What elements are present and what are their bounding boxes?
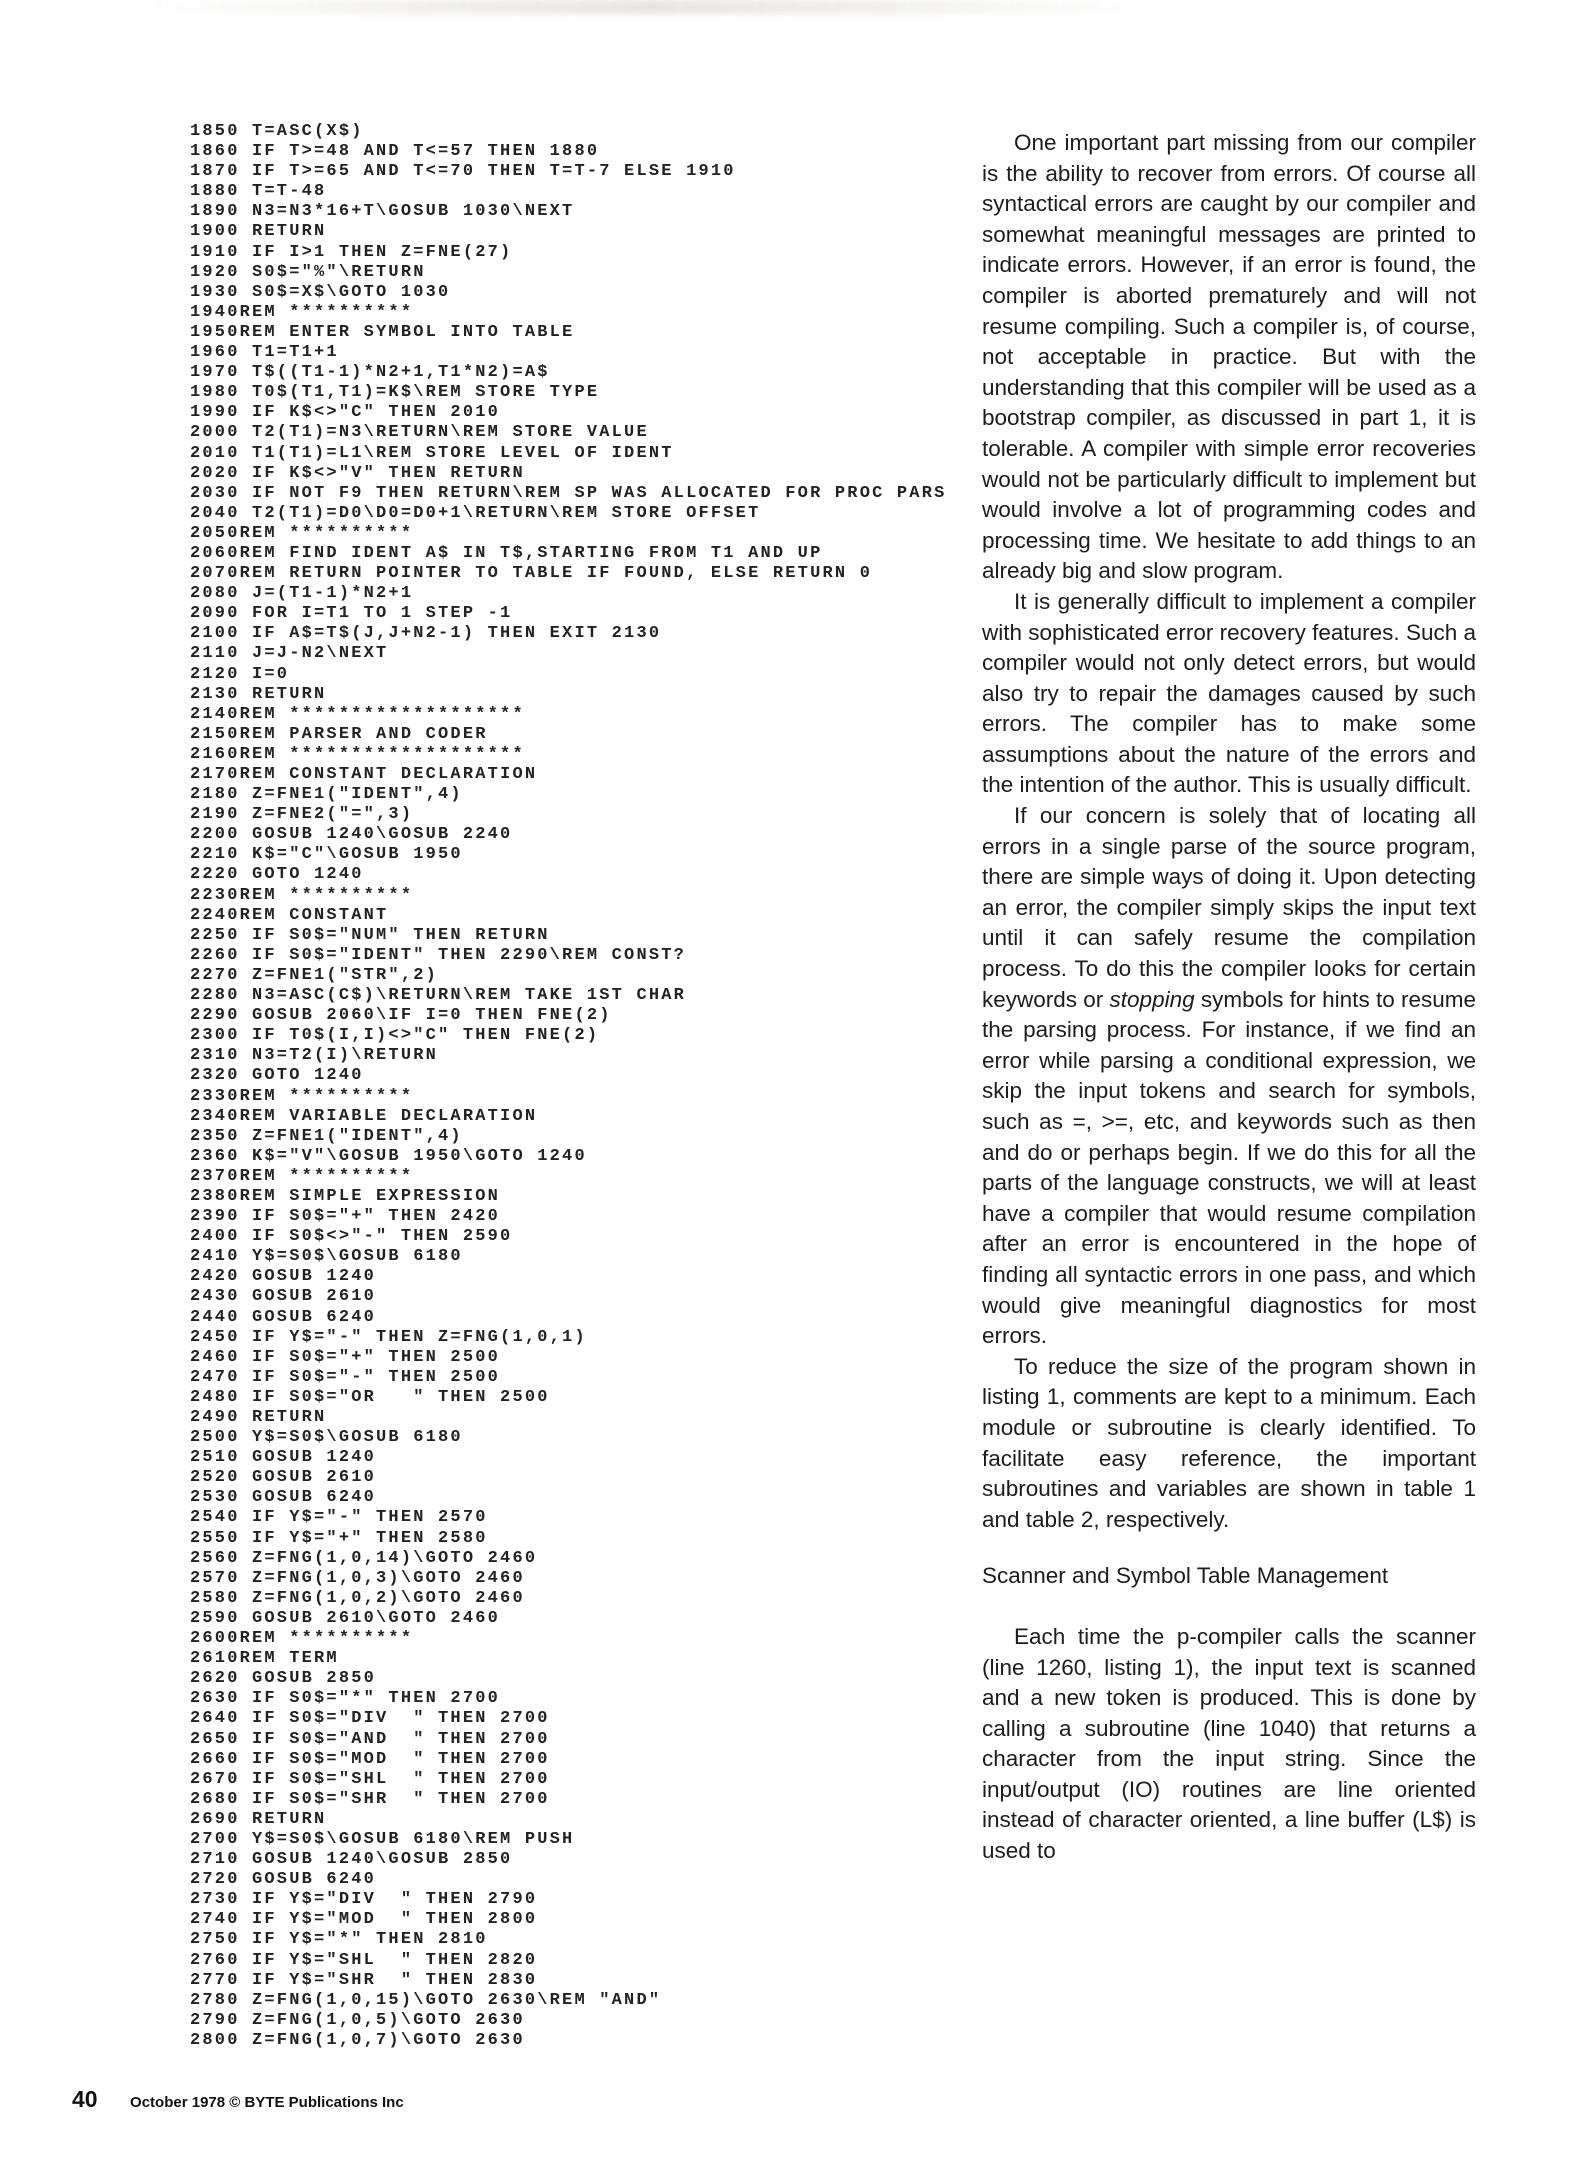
code-line: 2340REM VARIABLE DECLARATION [190, 1106, 538, 1126]
code-line: 2180 Z=FNE1("IDENT",4) [190, 785, 463, 805]
publication-credit: October 1978 © BYTE Publications Inc [130, 2094, 404, 2111]
code-line: 2030 IF NOT F9 THEN RETURN\REM SP WAS ALLOCATED FOR PROC PARS [190, 483, 947, 503]
code-line: 1900 RETURN [190, 222, 327, 242]
code-line: 2690 RETURN [190, 1809, 327, 1829]
paragraph-error-recovery: One important part missing from our compiler is the ability to recover from errors. Of course all syntactical errors are caught by our compiler and somewhat meaningful messages are printed to indicate errors. However, if an error is found, the compiler is aborted prematurely and will not resume compiling. Such a compiler is, of course, not acceptable in practice. But with the understanding that this compiler will be used as a bootstrap compiler, as discussed in part 1, it is tolerable. A compiler with simple error recoveries would not be particularly difficult to implement but would involve a lot of programming codes and processing time. We hesitate to add things to an already big and slow program. [982, 130, 1476, 584]
code-line: 2400 IF S0$<>"-" THEN 2590 [190, 1227, 513, 1247]
code-line: 2540 IF Y$="-" THEN 2570 [190, 1508, 488, 1528]
code-line: 2320 GOTO 1240 [190, 1066, 364, 1086]
code-line: 1970 T$((T1-1)*N2+1,T1*N2)=A$ [190, 363, 550, 383]
code-line: 2550 IF Y$="+" THEN 2580 [190, 1528, 488, 1548]
code-line: 1950REM ENTER SYMBOL INTO TABLE [190, 322, 575, 342]
code-line: 2060REM FIND IDENT A$ IN T$,STARTING FROM T1 AND UP [190, 543, 823, 563]
code-line: 2250 IF S0$="NUM" THEN RETURN [190, 925, 550, 945]
code-line: 2200 GOSUB 1240\GOSUB 2240 [190, 825, 513, 845]
code-line: 2330REM ********** [190, 1086, 414, 1106]
code-line: 2130 RETURN [190, 684, 327, 704]
paragraph-scanner: Each time the p-compiler calls the scanner (line 1260, listing 1), the input text is scanned and a new token is produced. This is done by calling a subroutine (line 1040) that returns a character from the input string. Since the input/output (IO) routines are line oriented instead of character oriented, a line buffer (L$) is used to [982, 1623, 1476, 1864]
code-line: 2620 GOSUB 2850 [190, 1669, 377, 1689]
program-listing [190, 122, 950, 2051]
code-line: 2760 IF Y$="SHL " THEN 2820 [190, 1950, 538, 1970]
italic-term: stopping [1109, 986, 1195, 1012]
code-line: 2650 IF S0$="AND " THEN 2700 [190, 1729, 550, 1749]
code-line: 2270 Z=FNE1("STR",2) [190, 965, 439, 985]
code-line: 2150REM PARSER AND CODER [190, 724, 488, 744]
code-line: 2410 Y$=S0$\GOSUB 6180 [190, 1247, 463, 1267]
code-line: 1980 T0$(T1,T1)=K$\REM STORE TYPE [190, 383, 600, 403]
code-line: 2670 IF S0$="SHL " THEN 2700 [190, 1769, 550, 1789]
scan-artifact [150, 0, 1150, 14]
code-line: 2740 IF Y$="MOD " THEN 2800 [190, 1910, 538, 1930]
code-line: 2210 K$="C"\GOSUB 1950 [190, 845, 463, 865]
code-line: 2730 IF Y$="DIV " THEN 2790 [190, 1890, 538, 1910]
code-line: 2290 GOSUB 2060\IF I=0 THEN FNE(2) [190, 1006, 612, 1026]
code-line: 2460 IF S0$="+" THEN 2500 [190, 1347, 501, 1367]
code-line: 2120 I=0 [190, 664, 290, 684]
code-line: 2110 J=J-N2\NEXT [190, 644, 389, 664]
code-line: 1860 IF T>=48 AND T<=57 THEN 1880 [190, 142, 600, 162]
code-line: 2350 Z=FNE1("IDENT",4) [190, 1126, 463, 1146]
paragraph-locating-errors [982, 801, 1476, 1352]
code-line: 2070REM RETURN POINTER TO TABLE IF FOUND, ELSE RETURN 0 [190, 564, 873, 584]
code-line: 2720 GOSUB 6240 [190, 1870, 377, 1890]
code-line: 2530 GOSUB 6240 [190, 1488, 377, 1508]
code-line: 1920 S0$="%"\RETURN [190, 262, 426, 282]
code-line: 2580 Z=FNG(1,0,2)\GOTO 2460 [190, 1588, 525, 1608]
code-line: 2520 GOSUB 2610 [190, 1468, 377, 1488]
code-line: 2770 IF Y$="SHR " THEN 2830 [190, 1970, 538, 1990]
code-line: 2800 Z=FNG(1,0,7)\GOTO 2630 [190, 2030, 525, 2050]
code-line: 1880 T=T-48 [190, 182, 327, 202]
code-line: 1990 IF K$<>"C" THEN 2010 [190, 403, 501, 423]
code-line: 2440 GOSUB 6240 [190, 1307, 377, 1327]
code-line: 2710 GOSUB 1240\GOSUB 2850 [190, 1850, 513, 1870]
code-line: 2490 RETURN [190, 1408, 327, 1427]
code-line: 2660 IF S0$="MOD " THEN 2700 [190, 1749, 550, 1769]
page-footer [72, 2086, 404, 2113]
code-line: 2600REM ********** [190, 1629, 414, 1649]
text-segment: symbols for hints to resume the parsing process. For instance, if we find an error while parsing a conditional expression, we skip the input tokens and search for symbols, such as =, >=, etc, and keywords such as then and do or perhaps begin. If we do this for all the parts of the language constructs, we will at least have a compiler that would resume compilation after an error is encountered in the hope of finding all syntactic errors in one pass, and which would give meaningful diagnostics for most errors. [982, 986, 1476, 1349]
code-line: 1930 S0$=X$\GOTO 1030 [190, 282, 451, 302]
code-line: 2420 GOSUB 1240 [190, 1267, 377, 1287]
code-line: 2220 GOTO 1240 [190, 865, 364, 885]
code-line: 1940REM ********** [190, 302, 414, 322]
code-line: 2570 Z=FNG(1,0,3)\GOTO 2460 [190, 1568, 525, 1588]
paragraph-program-size: To reduce the size of the program shown in listing 1, comments are kept to a minimum. Each module or subroutine is clearly identified. To facilitate easy reference, the important subroutines and variables are shown in table 1 and table 2, respectively. [982, 1353, 1476, 1532]
code-line: 2050REM ********** [190, 523, 414, 543]
code-line: 2360 K$="V"\GOSUB 1950\GOTO 1240 [190, 1146, 587, 1166]
code-line: 2700 Y$=S0$\GOSUB 6180\REM PUSH [190, 1829, 575, 1849]
text-segment: If our concern is solely that of locating all errors in a single parse of the source program, there are simple ways of doing it. Upon detecting an error, the compiler simply skips the input text until it can safely resume the compilation process. To do this the compiler looks for certain keywords or [982, 803, 1476, 1012]
code-line: 2480 IF S0$="OR " THEN 2500 [190, 1387, 550, 1407]
code-line: 2780 Z=FNG(1,0,15)\GOTO 2630\REM "AND" [190, 1990, 662, 2010]
code-line: 2610REM TERM [190, 1649, 339, 1669]
code-line: 2630 IF S0$="*" THEN 2700 [190, 1689, 501, 1709]
code-line: 2100 IF A$=T$(J,J+N2-1) THEN EXIT 2130 [190, 624, 662, 644]
code-line: 2560 Z=FNG(1,0,14)\GOTO 2460 [190, 1548, 538, 1568]
code-line: 2380REM SIMPLE EXPRESSION [190, 1186, 501, 1206]
code-line: 2240REM CONSTANT [190, 905, 389, 925]
code-line: 2590 GOSUB 2610\GOTO 2460 [190, 1608, 501, 1628]
code-line: 2280 N3=ASC(C$)\RETURN\REM TAKE 1ST CHAR [190, 986, 687, 1006]
code-line: 2230REM ********** [190, 885, 414, 905]
code-line: 2160REM ******************* [190, 744, 525, 764]
code-line: 1870 IF T>=65 AND T<=70 THEN T=T-7 ELSE 1910 [190, 162, 736, 182]
paragraph-sophisticated-recovery: It is generally difficult to implement a compiler with sophisticated error recovery features. Such a compiler would not only detect errors, but would also try to repair the damages caused by such errors. The compiler has to make some assumptions about the nature of the errors and the intention of the author. This is usually difficult. [982, 588, 1476, 798]
code-line: 2510 GOSUB 1240 [190, 1448, 377, 1468]
code-line: 2170REM CONSTANT DECLARATION [190, 765, 538, 784]
code-line: 2750 IF Y$="*" THEN 2810 [190, 1930, 488, 1950]
code-line: 2450 IF Y$="-" THEN Z=FNG(1,0,1) [190, 1327, 587, 1347]
code-line: 2390 IF S0$="+" THEN 2420 [190, 1207, 501, 1227]
page-number: 40 [72, 2086, 98, 2112]
code-line: 2140REM ******************* [190, 704, 525, 724]
code-line: 2430 GOSUB 2610 [190, 1287, 377, 1307]
code-line: 2310 N3=T2(I)\RETURN [190, 1046, 439, 1066]
code-line: 2790 Z=FNG(1,0,5)\GOTO 2630 [190, 2010, 525, 2030]
code-line: 2680 IF S0$="SHR " THEN 2700 [190, 1789, 550, 1809]
code-line: 2300 IF T0$(I,I)<>"C" THEN FNE(2) [190, 1026, 600, 1046]
code-line: 1960 T1=T1+1 [190, 343, 339, 363]
code-line: 2500 Y$=S0$\GOSUB 6180 [190, 1428, 463, 1448]
code-line: 1890 N3=N3*16+T\GOSUB 1030\NEXT [190, 202, 575, 222]
section-heading: Scanner and Symbol Table Management [982, 1563, 1389, 1589]
code-line: 2260 IF S0$="IDENT" THEN 2290\REM CONST? [190, 945, 687, 965]
article-column [982, 128, 1476, 1867]
code-line: 2370REM ********** [190, 1166, 414, 1186]
code-line: 2090 FOR I=T1 TO 1 STEP -1 [190, 604, 513, 624]
code-line: 1910 IF I>1 THEN Z=FNE(27) [190, 242, 513, 262]
code-line: 2010 T1(T1)=L1\REM STORE LEVEL OF IDENT [190, 443, 674, 463]
code-line: 2640 IF S0$="DIV " THEN 2700 [190, 1709, 550, 1729]
code-line: 1850 T=ASC(X$) [190, 122, 364, 141]
code-line: 2020 IF K$<>"V" THEN RETURN [190, 463, 525, 483]
code-line: 2040 T2(T1)=D0\D0=D0+1\RETURN\REM STORE OFFSET [190, 503, 761, 523]
code-line: 2190 Z=FNE2("=",3) [190, 805, 414, 825]
code-line: 2000 T2(T1)=N3\RETURN\REM STORE VALUE [190, 423, 649, 443]
code-line: 2470 IF S0$="-" THEN 2500 [190, 1367, 501, 1387]
code-line: 2080 J=(T1-1)*N2+1 [190, 584, 414, 604]
